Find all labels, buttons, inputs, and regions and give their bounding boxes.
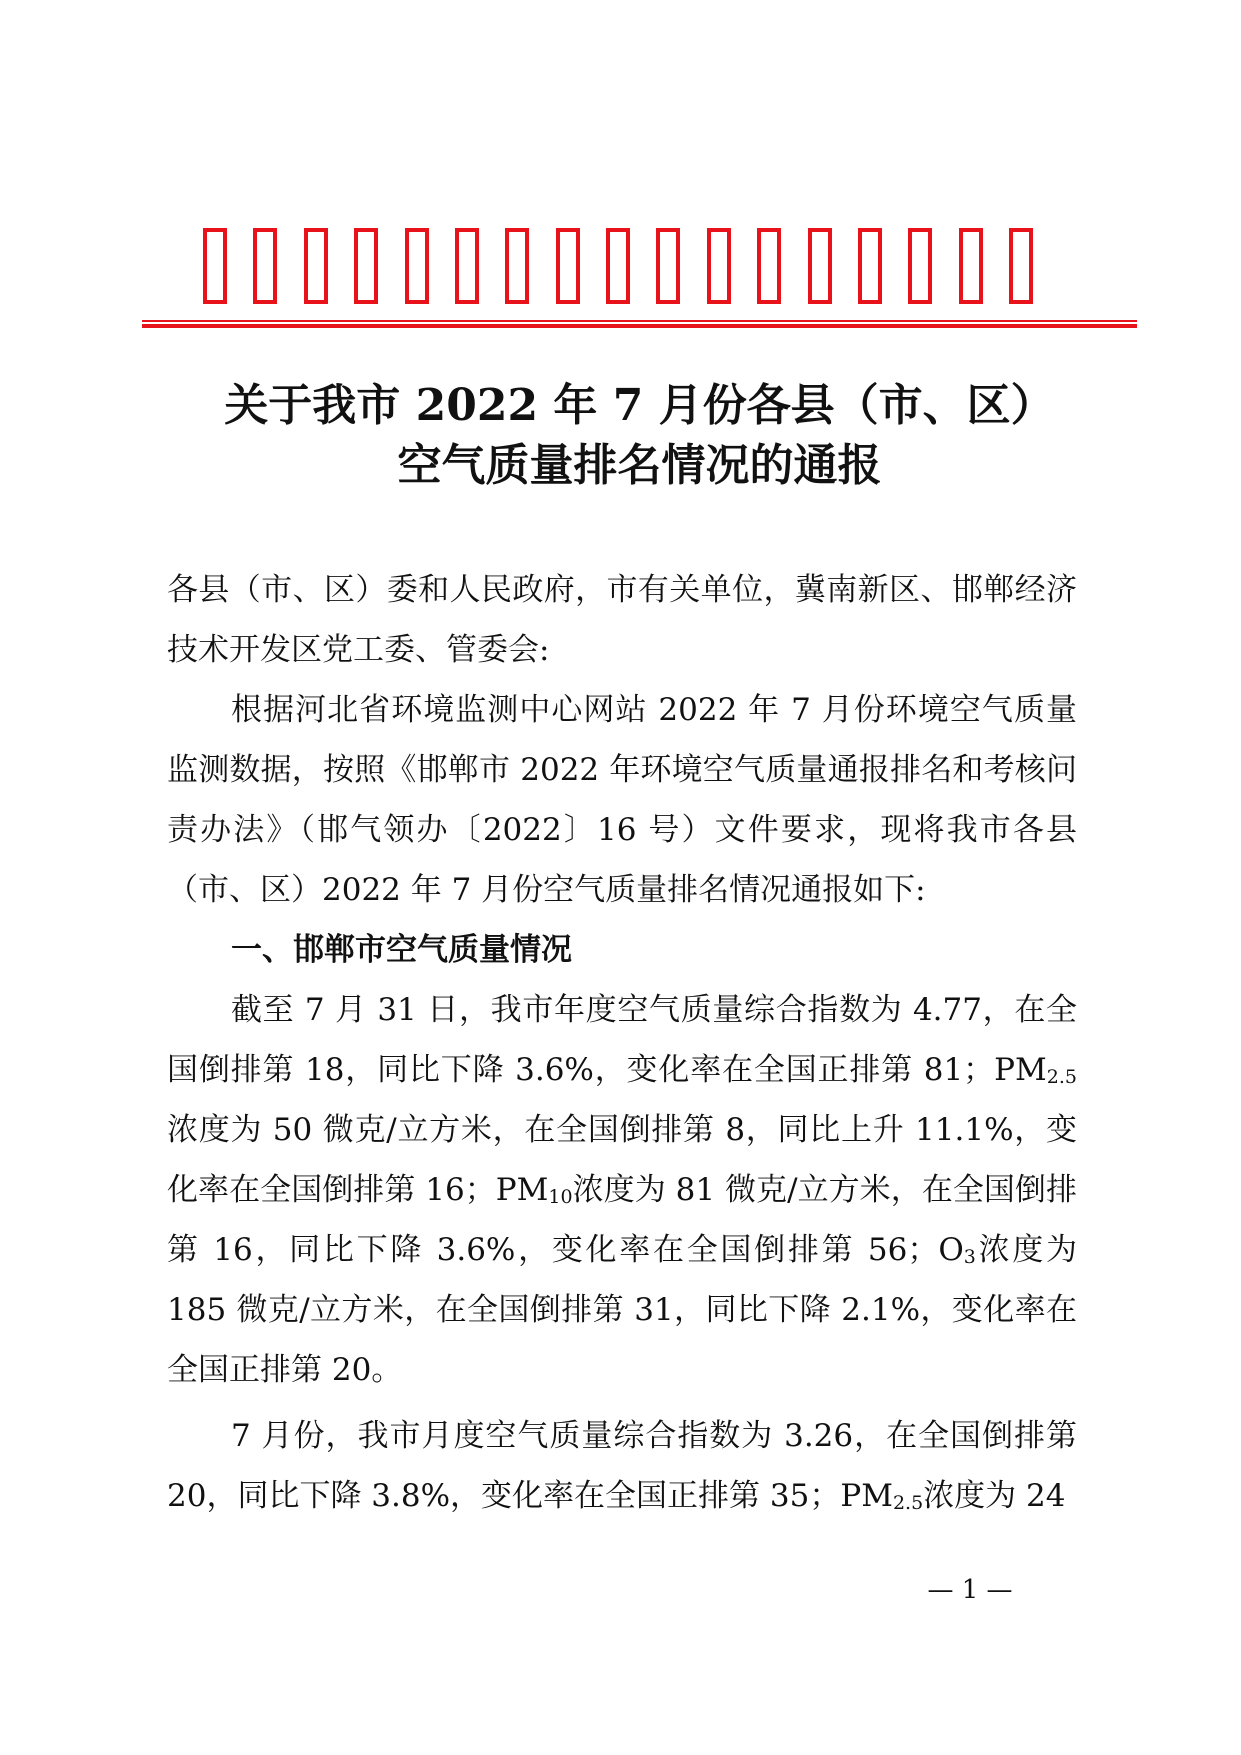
annual-text-2: 浓度为 50 微克/立方米，在全国倒排第 8，同比上升 11.1%，变化率在全国倒排第 16；	[167, 1112, 1077, 1208]
agency-header-glyph-box	[707, 228, 731, 304]
agency-header-glyph-box	[757, 228, 781, 304]
section-heading-1: 一、邯郸市空气质量情况	[231, 932, 572, 968]
annual-text-1: 截至 7 月 31 日，我市年度空气质量综合指数为 4.77，在全国倒排第 18，同比下降 3.6%，变化率在全国正排第 81；	[167, 992, 1077, 1088]
agency-header-glyph-box	[858, 228, 882, 304]
document-title-line-1: 关于我市 2022 年 7 月份各县（市、区）	[224, 380, 1055, 431]
agency-header-glyph-box	[505, 228, 529, 304]
agency-header-placeholder	[203, 228, 1033, 308]
monthly-text-2: 浓度为 24	[923, 1478, 1066, 1514]
addressee-paragraph: 各县（市、区）委和人民政府，市有关单位，冀南新区、邯郸经济技术开发区党工委、管委会:	[167, 572, 1077, 668]
agency-header-glyph-box	[203, 228, 227, 304]
o3-label: $O_3$	[938, 1232, 976, 1268]
agency-header-glyph-box	[405, 228, 429, 304]
agency-header-glyph-box	[455, 228, 479, 304]
annual-text-4: 浓度为 185 微克/立方米，在全国倒排第 31，同比下降 2.1%，变化率在全国正排第 20。	[167, 1232, 1078, 1388]
agency-header-glyph-box	[656, 228, 680, 304]
annual-air-quality-paragraph	[167, 980, 1077, 1400]
pm25-label-monthly: $PM_{2.5}$	[840, 1478, 924, 1514]
annual-text-3: 浓度为 81 微克/立方米，在全国倒排第 16，同比下降 3.6%，变化率在全国倒排第 56；	[167, 1172, 1077, 1268]
agency-header-glyph-box	[304, 228, 328, 304]
document-title-line-2: 空气质量排名情况的通报	[397, 440, 882, 491]
agency-header-glyph-box	[606, 228, 630, 304]
agency-header-glyph-box	[354, 228, 378, 304]
page-number: — 1 —	[927, 1575, 1013, 1605]
header-red-rule-thin	[142, 320, 1137, 322]
intro-paragraph: 根据河北省环境监测中心网站 2022 年 7 月份环境空气质量监测数据，按照《邯郸市 2022 年环境空气质量通报排名和考核问责办法》（邯气领办〔2022〕16 号）文件要求，现将我市各县（市、区）2022 年 7 月份空气质量排名情况通报如下:	[167, 692, 1077, 908]
agency-header-glyph-box	[1009, 228, 1033, 304]
agency-header-glyph-box	[253, 228, 277, 304]
agency-header-glyph-box	[808, 228, 832, 304]
document-body	[167, 560, 1077, 1526]
agency-header-glyph-box	[959, 228, 983, 304]
monthly-text-1: 7 月份，我市月度空气质量综合指数为 3.26，在全国倒排第 20，同比下降 3.8%，变化率在全国正排第 35；	[167, 1418, 1077, 1514]
pm10-label: $PM_{10}$	[495, 1172, 573, 1208]
pm25-label: $PM_{2.5}$	[994, 1052, 1077, 1088]
agency-header-glyph-box	[908, 228, 932, 304]
agency-header-glyph-box	[556, 228, 580, 304]
monthly-air-quality-paragraph	[167, 1406, 1077, 1526]
header-red-rule-thick	[142, 324, 1137, 328]
